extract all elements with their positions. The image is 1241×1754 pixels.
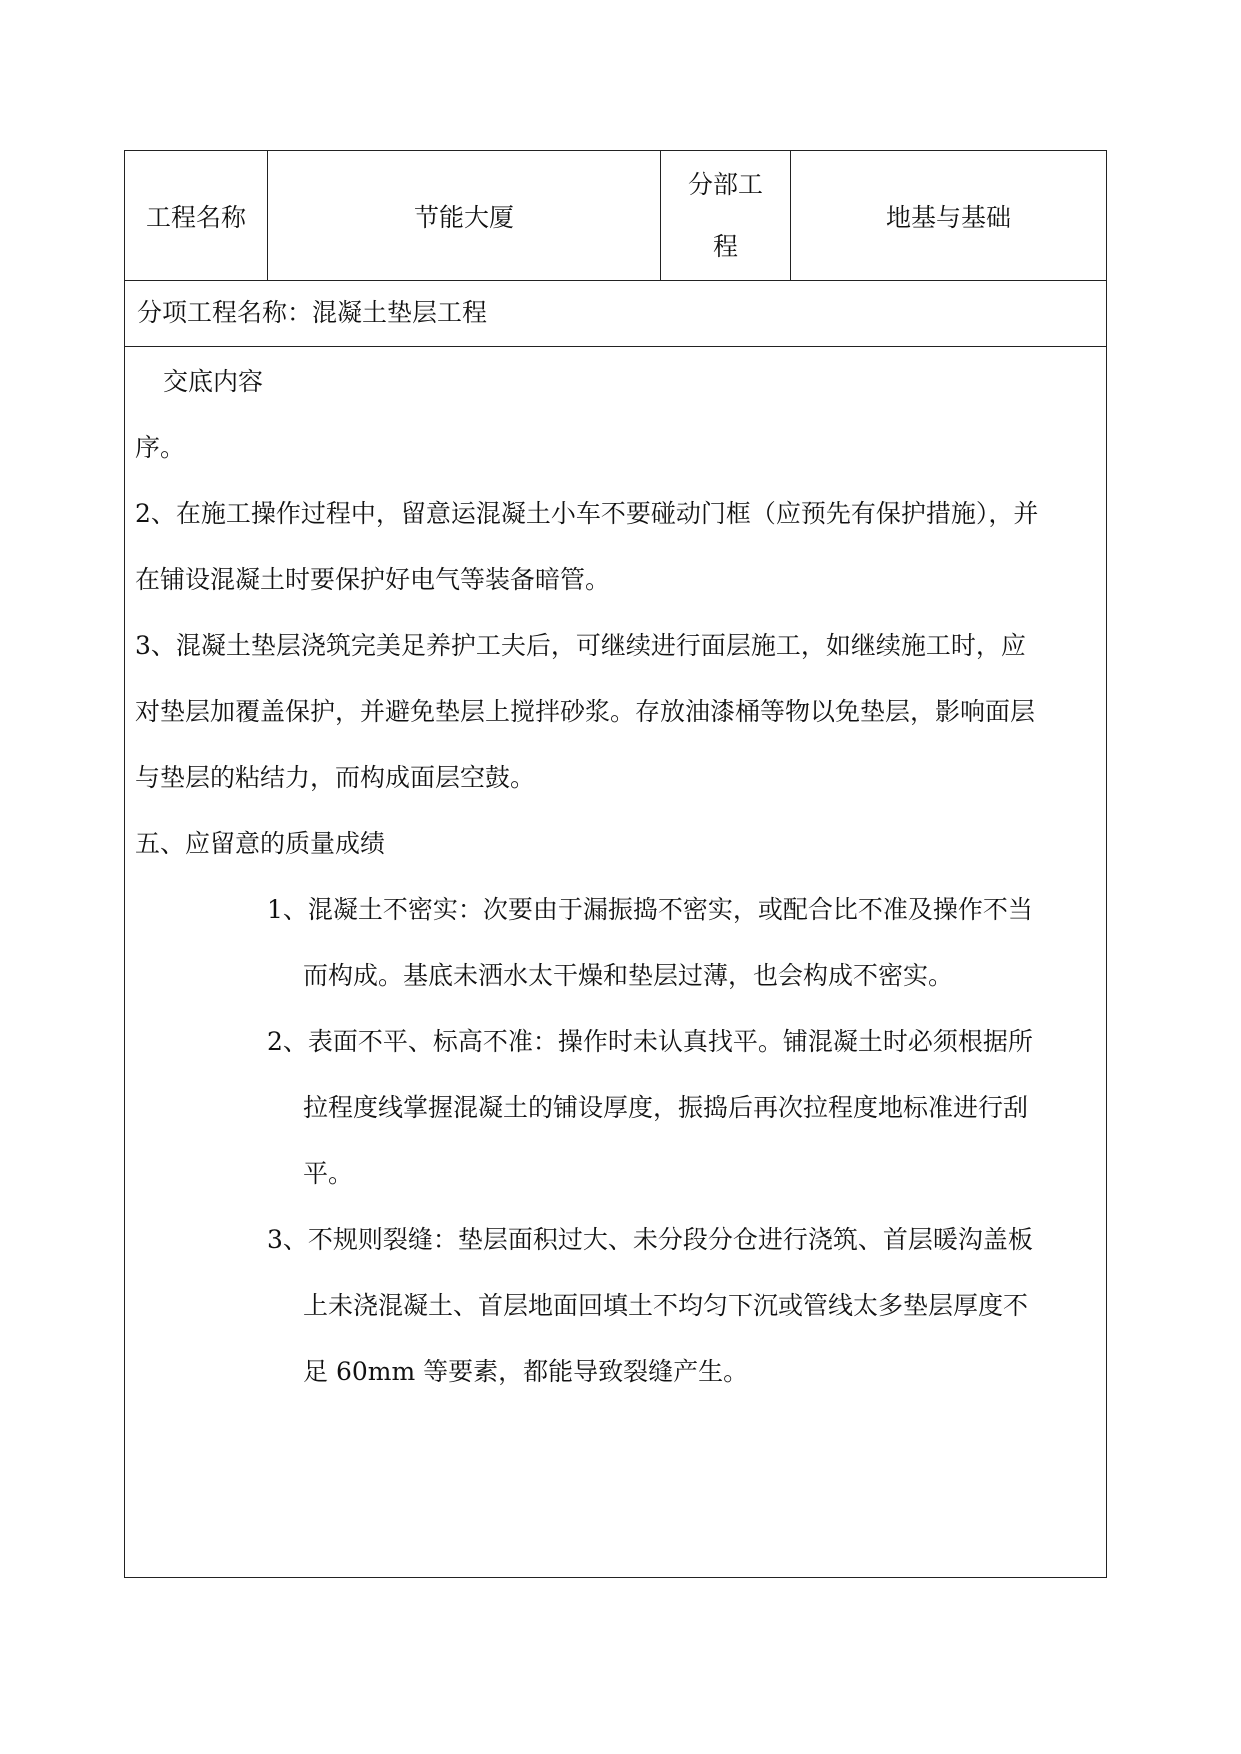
quality-item-continued: 而构成。基底未洒水太干燥和垫层过薄，也会构成不密实。	[303, 961, 954, 990]
division-label-line2: 程	[712, 232, 738, 261]
content-line: 3、混凝土垫层浇筑完美足养护工夫后，可继续进行面层施工，如继续施工时，应	[135, 631, 1026, 660]
section-heading: 五、应留意的质量成绩	[135, 829, 386, 858]
content-line: 2、在施工操作过程中，留意运混凝土小车不要碰动门框（应预先有保护措施），并	[135, 499, 1039, 528]
content-line: 序。	[135, 433, 186, 462]
division-label-cell	[661, 151, 790, 280]
division-label-line1: 分部工	[687, 170, 763, 199]
content-line: 与垫层的粘结力，而构成面层空鼓。	[135, 763, 536, 792]
project-name-label: 工程名称	[145, 202, 246, 232]
content-heading: 交底内容	[163, 367, 264, 396]
quality-item-continued: 平。	[303, 1159, 354, 1188]
disclosure-table	[124, 150, 1107, 1578]
divider-horizontal	[125, 280, 1106, 281]
project-name-value-cell	[268, 151, 660, 280]
project-name-value: 节能大厦	[413, 202, 514, 232]
content-line: 在铺设混凝土时要保护好电气等装备暗管。	[135, 565, 611, 594]
content-line: 对垫层加覆盖保护，并避免垫层上搅拌砂浆。存放油漆桶等物以免垫层，影响面层	[135, 697, 1036, 726]
quality-item-continued: 上未浇混凝土、首层地面回填土不均匀下沉或管线太多垫层厚度不	[303, 1291, 1029, 1320]
project-name-label-cell	[125, 151, 267, 280]
divider-horizontal	[125, 346, 1106, 347]
quality-item: 3、不规则裂缝：垫层面积过大、未分段分仓进行浇筑、首层暖沟盖板	[267, 1225, 1033, 1254]
quality-item-continued: 足 60mm 等要素，都能导致裂缝产生。	[303, 1357, 749, 1386]
quality-item: 2、表面不平、标高不准：操作时未认真找平。铺混凝土时必须根据所	[267, 1027, 1033, 1056]
division-value-cell	[791, 151, 1106, 280]
subitem-name: 分项工程名称：混凝土垫层工程	[137, 298, 488, 327]
division-value: 地基与基础	[885, 202, 1011, 232]
quality-item-continued: 拉程度线掌握混凝土的铺设厚度，振捣后再次拉程度地标准进行刮	[303, 1093, 1029, 1122]
quality-item: 1、混凝土不密实：次要由于漏振捣不密实，或配合比不准及操作不当	[267, 895, 1033, 924]
